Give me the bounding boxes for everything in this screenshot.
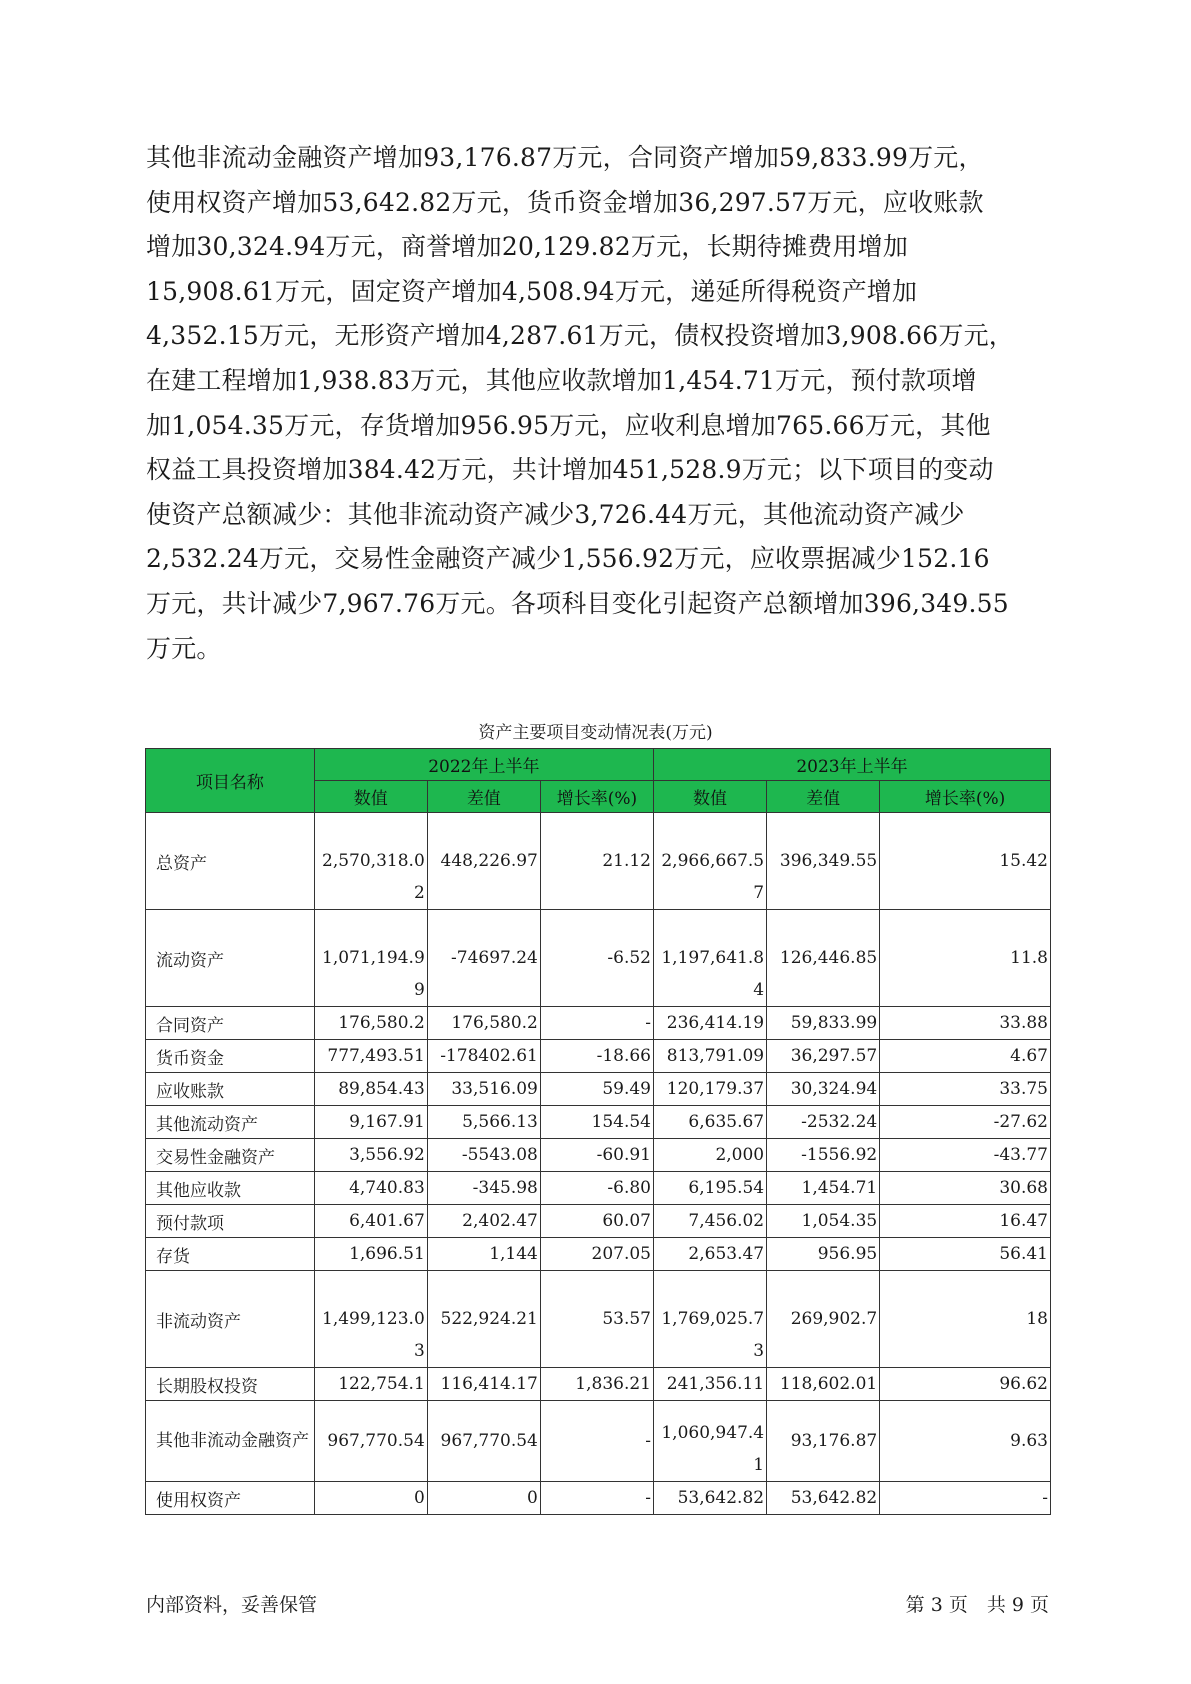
row-label: 其他流动资产 bbox=[146, 1106, 315, 1139]
table-cell: -2532.24 bbox=[767, 1106, 880, 1139]
paragraph-line: 15,908.61万元，固定资产增加4,508.94万元，递延所得税资产增加 bbox=[146, 276, 918, 306]
row-label: 长期股权投资 bbox=[146, 1368, 315, 1401]
table-cell: 53,642.82 bbox=[767, 1482, 880, 1515]
table-cell: 154.54 bbox=[540, 1106, 653, 1139]
table-cell: 56.41 bbox=[880, 1238, 1051, 1271]
table-cell: 0 bbox=[427, 1482, 540, 1515]
header-project-name: 项目名称 bbox=[146, 749, 315, 813]
paragraph-line: 万元，共计减少7,967.76万元。各项科目变化引起资产总额增加396,349.55 bbox=[146, 588, 1009, 618]
subheader-diff-2023: 差值 bbox=[767, 781, 880, 813]
row-label: 非流动资产 bbox=[146, 1271, 315, 1368]
table-cell: 1,197,641.84 bbox=[654, 910, 767, 1007]
paragraph-line: 使用权资产增加53,642.82万元，货币资金增加36,297.57万元，应收账款 bbox=[146, 187, 984, 217]
row-label: 总资产 bbox=[146, 813, 315, 910]
subheader-growth-2023: 增长率(%) bbox=[880, 781, 1051, 813]
table-cell: 241,356.11 bbox=[654, 1368, 767, 1401]
table-row bbox=[146, 1271, 1051, 1368]
paragraph-line: 万元。 bbox=[146, 633, 222, 663]
table-cell: 2,000 bbox=[654, 1139, 767, 1172]
row-label: 应收账款 bbox=[146, 1073, 315, 1106]
paragraph-line: 在建工程增加1,938.83万元，其他应收款增加1,454.71万元，预付款项增 bbox=[146, 365, 977, 395]
table-cell: 53,642.82 bbox=[654, 1482, 767, 1515]
table-cell: 1,696.51 bbox=[314, 1238, 427, 1271]
table-row bbox=[146, 813, 1051, 910]
asset-change-table bbox=[145, 748, 1051, 1515]
table-cell: 11.8 bbox=[880, 910, 1051, 1007]
table-cell: -60.91 bbox=[540, 1139, 653, 1172]
table-cell: 207.05 bbox=[540, 1238, 653, 1271]
table-row bbox=[146, 910, 1051, 1007]
table-cell: 36,297.57 bbox=[767, 1040, 880, 1073]
paragraph-line: 加1,054.35万元，存货增加956.95万元，应收利息增加765.66万元，其他 bbox=[146, 410, 991, 440]
row-label: 合同资产 bbox=[146, 1007, 315, 1040]
table-cell: 118,602.01 bbox=[767, 1368, 880, 1401]
table-cell: 15.42 bbox=[880, 813, 1051, 910]
table-cell: 7,456.02 bbox=[654, 1205, 767, 1238]
row-label: 交易性金融资产 bbox=[146, 1139, 315, 1172]
table-cell: 96.62 bbox=[880, 1368, 1051, 1401]
table-cell: 1,054.35 bbox=[767, 1205, 880, 1238]
table-cell: 2,966,667.57 bbox=[654, 813, 767, 910]
table-cell: 269,902.7 bbox=[767, 1271, 880, 1368]
table-cell: 777,493.51 bbox=[314, 1040, 427, 1073]
table-cell: 1,769,025.73 bbox=[654, 1271, 767, 1368]
row-label: 预付款项 bbox=[146, 1205, 315, 1238]
table-row bbox=[146, 1106, 1051, 1139]
paragraph-line: 2,532.24万元，交易性金融资产减少1,556.92万元，应收票据减少152.16 bbox=[146, 544, 990, 574]
table-cell: - bbox=[540, 1007, 653, 1040]
table-cell: 18 bbox=[880, 1271, 1051, 1368]
table-cell: 176,580.2 bbox=[427, 1007, 540, 1040]
row-label: 货币资金 bbox=[146, 1040, 315, 1073]
paragraph-line: 其他非流动金融资产增加93,176.87万元，合同资产增加59,833.99万元， bbox=[146, 143, 984, 172]
table-cell: 1,071,194.99 bbox=[314, 910, 427, 1007]
table-cell: 116,414.17 bbox=[427, 1368, 540, 1401]
paragraph-line: 增加30,324.94万元，商誉增加20,129.82万元，长期待摊费用增加 bbox=[146, 232, 909, 262]
paragraph-line: 4,352.15万元，无形资产增加4,287.61万元，债权投资增加3,908.66万元， bbox=[146, 321, 1014, 351]
table-cell: 9,167.91 bbox=[314, 1106, 427, 1139]
table-caption: 资产主要项目变动情况表(万元) bbox=[478, 723, 713, 743]
table-cell: 59,833.99 bbox=[767, 1007, 880, 1040]
table-row bbox=[146, 1040, 1051, 1073]
table-cell: 122,754.1 bbox=[314, 1368, 427, 1401]
subheader-diff-2022: 差值 bbox=[427, 781, 540, 813]
header-2022-h1: 2022年上半年 bbox=[314, 749, 653, 781]
table-cell: 4.67 bbox=[880, 1040, 1051, 1073]
table-cell: 813,791.09 bbox=[654, 1040, 767, 1073]
table-cell: 176,580.2 bbox=[314, 1007, 427, 1040]
table-cell: 33.75 bbox=[880, 1073, 1051, 1106]
footer-page-number: 第 3 页 共 9 页 bbox=[905, 1594, 1049, 1616]
paragraph-line: 使资产总额减少：其他非流动资产减少3,726.44万元，其他流动资产减少 bbox=[146, 499, 965, 529]
table-cell: 967,770.54 bbox=[427, 1401, 540, 1482]
table-cell: 2,570,318.02 bbox=[314, 813, 427, 910]
table-cell: -178402.61 bbox=[427, 1040, 540, 1073]
table-row bbox=[146, 1482, 1051, 1515]
body-paragraph bbox=[146, 136, 1051, 671]
table-row bbox=[146, 1205, 1051, 1238]
table-row bbox=[146, 1073, 1051, 1106]
table-cell: 60.07 bbox=[540, 1205, 653, 1238]
table-cell: 5,566.13 bbox=[427, 1106, 540, 1139]
subheader-growth-2022: 增长率(%) bbox=[540, 781, 653, 813]
row-label: 使用权资产 bbox=[146, 1482, 315, 1515]
row-label: 流动资产 bbox=[146, 910, 315, 1007]
table-row bbox=[146, 1238, 1051, 1271]
table-cell: 6,635.67 bbox=[654, 1106, 767, 1139]
table-cell: 33,516.09 bbox=[427, 1073, 540, 1106]
table-cell: 522,924.21 bbox=[427, 1271, 540, 1368]
table-cell: 33.88 bbox=[880, 1007, 1051, 1040]
table-cell: 0 bbox=[314, 1482, 427, 1515]
table-cell: 30,324.94 bbox=[767, 1073, 880, 1106]
table-row bbox=[146, 1401, 1051, 1482]
table-cell: 3,556.92 bbox=[314, 1139, 427, 1172]
table-cell: 956.95 bbox=[767, 1238, 880, 1271]
table-cell: 2,653.47 bbox=[654, 1238, 767, 1271]
table-cell: 93,176.87 bbox=[767, 1401, 880, 1482]
table-cell: - bbox=[540, 1482, 653, 1515]
table-cell: 1,499,123.03 bbox=[314, 1271, 427, 1368]
table-cell: - bbox=[880, 1482, 1051, 1515]
table-row bbox=[146, 1007, 1051, 1040]
row-label: 其他应收款 bbox=[146, 1172, 315, 1205]
table-cell: -5543.08 bbox=[427, 1139, 540, 1172]
table-cell: -6.52 bbox=[540, 910, 653, 1007]
footer-confidential: 内部资料，妥善保管 bbox=[146, 1594, 318, 1616]
table-cell: -6.80 bbox=[540, 1172, 653, 1205]
table-cell: 448,226.97 bbox=[427, 813, 540, 910]
table-cell: -27.62 bbox=[880, 1106, 1051, 1139]
table-row bbox=[146, 1368, 1051, 1401]
row-label: 其他非流动金融资产 bbox=[146, 1401, 315, 1482]
paragraph-line: 权益工具投资增加384.42万元，共计增加451,528.9万元；以下项目的变动 bbox=[146, 455, 994, 485]
subheader-value-2022: 数值 bbox=[314, 781, 427, 813]
table-cell: 16.47 bbox=[880, 1205, 1051, 1238]
table-cell: 120,179.37 bbox=[654, 1073, 767, 1106]
table-cell: 1,836.21 bbox=[540, 1368, 653, 1401]
table-cell: -345.98 bbox=[427, 1172, 540, 1205]
table-cell: 1,144 bbox=[427, 1238, 540, 1271]
subheader-value-2023: 数值 bbox=[654, 781, 767, 813]
table-cell: 89,854.43 bbox=[314, 1073, 427, 1106]
table-cell: 1,454.71 bbox=[767, 1172, 880, 1205]
table-cell: 967,770.54 bbox=[314, 1401, 427, 1482]
table-cell: - bbox=[540, 1401, 653, 1482]
table-cell: 236,414.19 bbox=[654, 1007, 767, 1040]
table-cell: 53.57 bbox=[540, 1271, 653, 1368]
table-cell: 6,195.54 bbox=[654, 1172, 767, 1205]
table-cell: 59.49 bbox=[540, 1073, 653, 1106]
table-row bbox=[146, 1172, 1051, 1205]
table-cell: 126,446.85 bbox=[767, 910, 880, 1007]
row-label: 存货 bbox=[146, 1238, 315, 1271]
table-cell: -18.66 bbox=[540, 1040, 653, 1073]
header-2023-h1: 2023年上半年 bbox=[654, 749, 1051, 781]
table-cell: -43.77 bbox=[880, 1139, 1051, 1172]
table-cell: 396,349.55 bbox=[767, 813, 880, 910]
table-row bbox=[146, 1139, 1051, 1172]
table-cell: -1556.92 bbox=[767, 1139, 880, 1172]
table-cell: 6,401.67 bbox=[314, 1205, 427, 1238]
table-cell: 4,740.83 bbox=[314, 1172, 427, 1205]
table-cell: 2,402.47 bbox=[427, 1205, 540, 1238]
table-cell: 9.63 bbox=[880, 1401, 1051, 1482]
table-cell: 21.12 bbox=[540, 813, 653, 910]
table-cell: -74697.24 bbox=[427, 910, 540, 1007]
table-cell: 30.68 bbox=[880, 1172, 1051, 1205]
table-cell: 1,060,947.41 bbox=[654, 1401, 767, 1482]
